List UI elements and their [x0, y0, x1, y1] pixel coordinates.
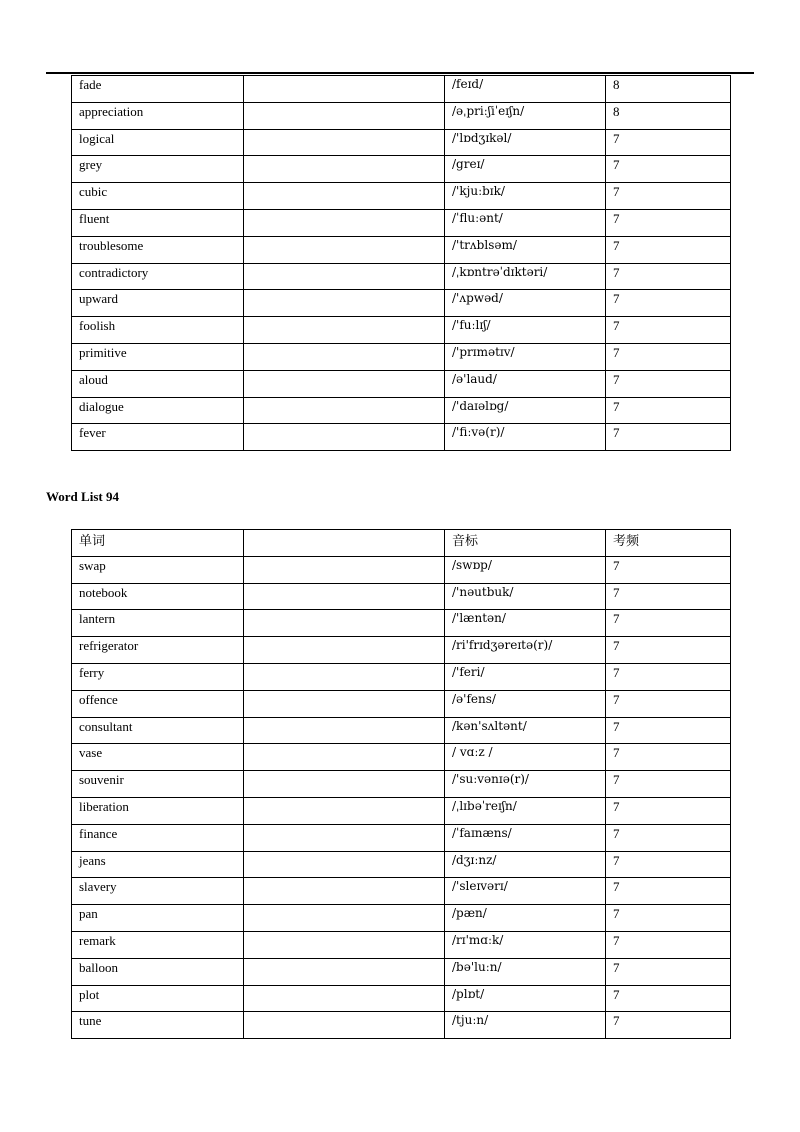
phonetic-cell: /'feri/	[445, 663, 606, 690]
frequency-cell: 7	[606, 690, 731, 717]
meaning-cell	[244, 102, 445, 129]
phonetic-cell: /'kjuːbɪk/	[445, 183, 606, 210]
frequency-cell: 7	[606, 183, 731, 210]
table-row	[72, 905, 731, 932]
word-cell: appreciation	[72, 102, 244, 129]
frequency-cell: 7	[606, 985, 731, 1012]
phonetic-cell: /'daɪəlɒg/	[445, 397, 606, 424]
meaning-cell	[244, 958, 445, 985]
table-row	[72, 263, 731, 290]
word-cell: notebook	[72, 583, 244, 610]
frequency-cell: 7	[606, 931, 731, 958]
phonetic-cell: / vɑːz /	[445, 744, 606, 771]
meaning-cell	[244, 690, 445, 717]
frequency-cell: 7	[606, 824, 731, 851]
word-cell: cubic	[72, 183, 244, 210]
word-cell: fever	[72, 424, 244, 451]
table-row	[72, 343, 731, 370]
phonetic-cell: /'suːvənɪə(r)/	[445, 771, 606, 798]
frequency-cell: 7	[606, 343, 731, 370]
frequency-cell: 7	[606, 905, 731, 932]
phonetic-cell: /rɪ'mɑːk/	[445, 931, 606, 958]
phonetic-cell: /kən'sʌltənt/	[445, 717, 606, 744]
meaning-cell	[244, 717, 445, 744]
table-row	[72, 1012, 731, 1039]
frequency-cell: 8	[606, 76, 731, 103]
frequency-cell: 7	[606, 878, 731, 905]
phonetic-cell: /greɪ/	[445, 156, 606, 183]
table-row	[72, 637, 731, 664]
word-cell: ferry	[72, 663, 244, 690]
table-row	[72, 183, 731, 210]
phonetic-cell: /swɒp/	[445, 556, 606, 583]
meaning-cell	[244, 905, 445, 932]
table-row	[72, 797, 731, 824]
table-row	[72, 663, 731, 690]
word-cell: troublesome	[72, 236, 244, 263]
phonetic-cell: /bə'luːn/	[445, 958, 606, 985]
frequency-cell: 7	[606, 663, 731, 690]
meaning-cell	[244, 424, 445, 451]
table-row	[72, 610, 731, 637]
meaning-cell	[244, 183, 445, 210]
frequency-cell: 7	[606, 1012, 731, 1039]
frequency-cell: 7	[606, 424, 731, 451]
table-row	[72, 156, 731, 183]
phonetic-cell: /ri'frɪdʒəreɪtə(r)/	[445, 637, 606, 664]
word-cell: aloud	[72, 370, 244, 397]
phonetic-cell: /ˈfaɪnæns/	[445, 824, 606, 851]
frequency-cell: 7	[606, 744, 731, 771]
frequency-cell: 7	[606, 797, 731, 824]
phonetic-cell: /ˈfluːənt/	[445, 209, 606, 236]
word-cell: offence	[72, 690, 244, 717]
table-row	[72, 744, 731, 771]
table-row	[72, 824, 731, 851]
table-row	[72, 129, 731, 156]
frequency-cell: 8	[606, 102, 731, 129]
word-cell: primitive	[72, 343, 244, 370]
phonetic-cell: /tjuːn/	[445, 1012, 606, 1039]
frequency-cell: 7	[606, 209, 731, 236]
frequency-cell: 7	[606, 129, 731, 156]
word-cell: pan	[72, 905, 244, 932]
meaning-cell	[244, 370, 445, 397]
top-horizontal-rule	[46, 72, 754, 74]
table-row	[72, 209, 731, 236]
word-cell: consultant	[72, 717, 244, 744]
frequency-cell: 7	[606, 610, 731, 637]
header-phonetic: 音标	[445, 530, 606, 557]
meaning-cell	[244, 263, 445, 290]
table-row	[72, 236, 731, 263]
header-word: 单词	[72, 530, 244, 557]
meaning-cell	[244, 878, 445, 905]
table-row	[72, 102, 731, 129]
table-row	[72, 717, 731, 744]
phonetic-cell: /pæn/	[445, 905, 606, 932]
meaning-cell	[244, 1012, 445, 1039]
table-row	[72, 958, 731, 985]
table-row	[72, 290, 731, 317]
word-cell: contradictory	[72, 263, 244, 290]
word-cell: fluent	[72, 209, 244, 236]
frequency-cell: 7	[606, 771, 731, 798]
frequency-cell: 7	[606, 290, 731, 317]
meaning-cell	[244, 156, 445, 183]
phonetic-cell: /'sleɪvərɪ/	[445, 878, 606, 905]
meaning-cell	[244, 209, 445, 236]
header-meaning	[244, 530, 445, 557]
phonetic-cell: /'lɒdʒɪkəl/	[445, 129, 606, 156]
phonetic-cell: /əˌpriːʃiˈeɪʃn/	[445, 102, 606, 129]
word-table-body	[72, 530, 731, 1039]
phonetic-cell: /ə'laud/	[445, 370, 606, 397]
frequency-cell: 7	[606, 370, 731, 397]
phonetic-cell: /ə'fens/	[445, 690, 606, 717]
phonetic-cell: /ˌkɒntrəˈdɪktəri/	[445, 263, 606, 290]
table-row	[72, 985, 731, 1012]
word-list-93-table	[71, 75, 731, 451]
frequency-cell: 7	[606, 637, 731, 664]
meaning-cell	[244, 343, 445, 370]
meaning-cell	[244, 610, 445, 637]
word-cell: swap	[72, 556, 244, 583]
meaning-cell	[244, 317, 445, 344]
word-cell: finance	[72, 824, 244, 851]
word-cell: tune	[72, 1012, 244, 1039]
phonetic-cell: /'prɪmətɪv/	[445, 343, 606, 370]
section-title: Word List 94	[46, 489, 119, 504]
word-list-94-table	[71, 529, 731, 1039]
word-cell: balloon	[72, 958, 244, 985]
phonetic-cell: /dʒɪːnz/	[445, 851, 606, 878]
word-cell: refrigerator	[72, 637, 244, 664]
meaning-cell	[244, 129, 445, 156]
table-row	[72, 76, 731, 103]
word-cell: vase	[72, 744, 244, 771]
meaning-cell	[244, 744, 445, 771]
phonetic-cell: /'trʌblsəm/	[445, 236, 606, 263]
table-row	[72, 851, 731, 878]
word-cell: grey	[72, 156, 244, 183]
phonetic-cell: /'nəutbuk/	[445, 583, 606, 610]
word-cell: jeans	[72, 851, 244, 878]
meaning-cell	[244, 397, 445, 424]
frequency-cell: 7	[606, 397, 731, 424]
word-cell: foolish	[72, 317, 244, 344]
word-cell: fade	[72, 76, 244, 103]
frequency-cell: 7	[606, 236, 731, 263]
phonetic-cell: /'ʌpwəd/	[445, 290, 606, 317]
phonetic-cell: /feɪd/	[445, 76, 606, 103]
table-row	[72, 370, 731, 397]
word-cell: lantern	[72, 610, 244, 637]
meaning-cell	[244, 985, 445, 1012]
meaning-cell	[244, 771, 445, 798]
meaning-cell	[244, 637, 445, 664]
table-row	[72, 771, 731, 798]
frequency-cell: 7	[606, 317, 731, 344]
table-header-row	[72, 530, 731, 557]
frequency-cell: 7	[606, 958, 731, 985]
phonetic-cell: /plɒt/	[445, 985, 606, 1012]
word-cell: upward	[72, 290, 244, 317]
table-row	[72, 878, 731, 905]
table-row	[72, 690, 731, 717]
header-frequency: 考频	[606, 530, 731, 557]
frequency-cell: 7	[606, 583, 731, 610]
meaning-cell	[244, 824, 445, 851]
meaning-cell	[244, 663, 445, 690]
frequency-cell: 7	[606, 263, 731, 290]
meaning-cell	[244, 236, 445, 263]
phonetic-cell: /'fiːvə(r)/	[445, 424, 606, 451]
frequency-cell: 7	[606, 717, 731, 744]
table-row	[72, 424, 731, 451]
table-row	[72, 317, 731, 344]
table-row	[72, 556, 731, 583]
frequency-cell: 7	[606, 156, 731, 183]
word-cell: logical	[72, 129, 244, 156]
phonetic-cell: /ˌlɪbəˈreɪʃn/	[445, 797, 606, 824]
table-row	[72, 397, 731, 424]
table-row	[72, 931, 731, 958]
word-cell: dialogue	[72, 397, 244, 424]
meaning-cell	[244, 290, 445, 317]
meaning-cell	[244, 797, 445, 824]
meaning-cell	[244, 556, 445, 583]
frequency-cell: 7	[606, 556, 731, 583]
phonetic-cell: /'fuːlɪʃ/	[445, 317, 606, 344]
frequency-cell: 7	[606, 851, 731, 878]
word-cell: souvenir	[72, 771, 244, 798]
word-cell: slavery	[72, 878, 244, 905]
table-row	[72, 583, 731, 610]
meaning-cell	[244, 851, 445, 878]
phonetic-cell: /'læntən/	[445, 610, 606, 637]
meaning-cell	[244, 76, 445, 103]
word-table-body	[72, 76, 731, 451]
word-cell: remark	[72, 931, 244, 958]
meaning-cell	[244, 931, 445, 958]
meaning-cell	[244, 583, 445, 610]
word-cell: liberation	[72, 797, 244, 824]
word-cell: plot	[72, 985, 244, 1012]
